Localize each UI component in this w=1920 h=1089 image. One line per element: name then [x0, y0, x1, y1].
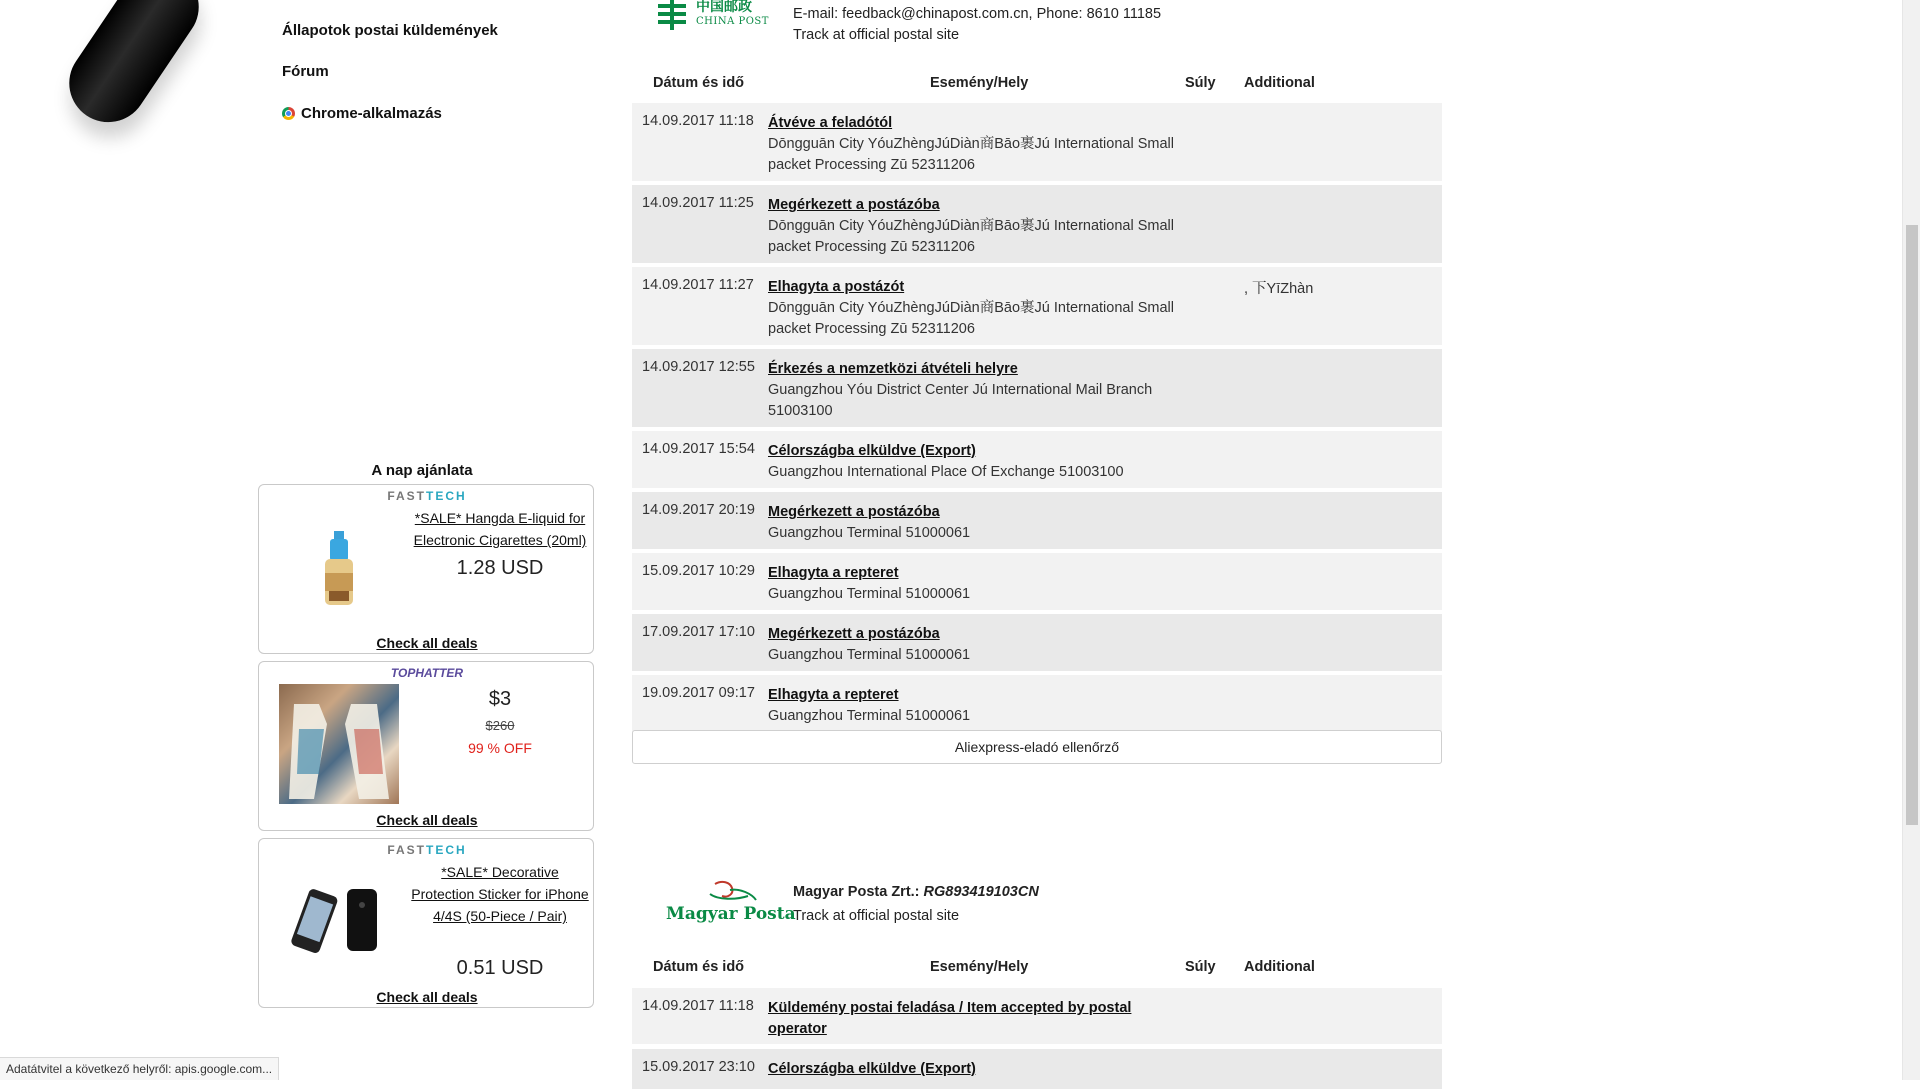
- col-additional: Additional: [1244, 75, 1315, 91]
- iphone-sticker-image: [289, 887, 389, 962]
- row-event-title[interactable]: Átvéve a feladótól: [768, 115, 893, 131]
- row-event: [768, 998, 1178, 1040]
- deal-1-check-all-deals[interactable]: Check all deals: [376, 635, 478, 651]
- nav-link-forum[interactable]: Fórum: [282, 63, 329, 80]
- row-event-title[interactable]: Elhagyta a repteret: [768, 565, 899, 581]
- e-liquid-bottle-image: [321, 531, 357, 612]
- row-date: 14.09.2017 20:19: [642, 502, 755, 518]
- row-date: 14.09.2017 11:25: [642, 195, 754, 211]
- row-event-title[interactable]: Célországba elküldve (Export): [768, 443, 976, 459]
- deal-card-1: [258, 484, 594, 654]
- deal-card-2: [258, 661, 594, 831]
- row-event-title[interactable]: Megérkezett a postázóba: [768, 197, 940, 213]
- row-event: [768, 195, 1178, 258]
- row-event-title[interactable]: Elhagyta a postázót: [768, 279, 905, 295]
- col-date: Dátum és idő: [653, 75, 745, 91]
- row-event-place: Dōngguān City YóuZhèngJúDiàn商Bāo裹Jú International Small packet Processing Zū 52311206: [768, 300, 1174, 337]
- row-event-place: Guangzhou Terminal 51000061: [768, 708, 971, 724]
- aliexpress-seller-checker-button[interactable]: Aliexpress-eladó ellenőrző: [632, 730, 1442, 764]
- pen-image: [54, 0, 214, 137]
- deal-3-product-link[interactable]: *SALE* Decorative Protection Sticker for iPhone 4/4S (50-Piece / Pair): [411, 864, 589, 924]
- magyar-posta-logo: Magyar Posta: [660, 880, 760, 935]
- row-event-place: Guangzhou Terminal 51000061: [768, 586, 971, 602]
- row-event: [768, 685, 1178, 727]
- table-row: [632, 675, 1442, 732]
- deal-2-discount: 99 % OFF: [468, 740, 532, 756]
- row-event-place: Dōngguān City YóuZhèngJúDiàn商Bāo裹Jú International Small packet Processing Zū 52311206: [768, 136, 1174, 173]
- table-row: [632, 614, 1442, 671]
- col-event: Esemény/Hely: [930, 75, 1029, 91]
- tracking-number: RG893419103CN: [923, 884, 1039, 900]
- row-event: [768, 624, 1178, 666]
- row-additional: , 下YīZhàn: [1244, 281, 1314, 297]
- deal-3-check-all-deals[interactable]: Check all deals: [376, 989, 478, 1005]
- tank-top-image: [279, 684, 399, 804]
- china-post-contact: E-mail: feedback@chinapost.com.cn, Phone: 8610 11185: [793, 6, 1162, 22]
- browser-status-bar: Adatátvitel a következő helyről: apis.google.com...: [0, 1057, 279, 1080]
- row-event-place: Guangzhou Yóu District Center Jú International Mail Branch 51003100: [768, 382, 1153, 419]
- china-post-emblem-icon: [656, 0, 688, 30]
- row-event-place: Guangzhou International Place Of Exchange 51003100: [768, 464, 1124, 480]
- china-post-track-link[interactable]: Track at official postal site: [793, 27, 960, 43]
- row-event: [768, 359, 1178, 422]
- deal-2-old-price: $260: [485, 718, 515, 733]
- row-date: 14.09.2017 11:18: [642, 113, 754, 129]
- deal-1-price: 1.28 USD: [456, 557, 544, 579]
- deal-2-brand: TOPHATTER: [390, 666, 464, 680]
- sidebar: [0, 0, 600, 1080]
- magyar-posta-header: [630, 880, 1450, 940]
- row-date: 14.09.2017 11:27: [642, 277, 754, 293]
- row-date: 15.09.2017 10:29: [642, 563, 755, 579]
- row-event: [768, 277, 1178, 340]
- chrome-app-label: Chrome-alkalmazás: [301, 105, 442, 122]
- table-row: [632, 1049, 1442, 1089]
- row-event: [768, 441, 1178, 483]
- chrome-icon: [282, 107, 295, 120]
- magyar-posta-title: Magyar Posta Zrt.: RG893419103CN: [793, 884, 1039, 900]
- magyar-posta-track-link[interactable]: Track at official postal site: [793, 908, 960, 924]
- row-event-place: Dōngguān City YóuZhèngJúDiàn商Bāo裹Jú International Small packet Processing Zū 52311206: [768, 218, 1174, 255]
- china-post-header: [630, 0, 1450, 60]
- deal-1-product-link[interactable]: *SALE* Hangda E-liquid for Electronic Cigarettes (20ml): [413, 510, 587, 548]
- col-weight: Súly: [1185, 75, 1216, 91]
- deal-1-brand: FASTTECH: [387, 489, 467, 503]
- page-scrollbar[interactable]: [1902, 0, 1920, 1080]
- deal-3-price: 0.51 USD: [456, 957, 544, 979]
- table-row: [632, 431, 1442, 488]
- row-event-title[interactable]: Megérkezett a postázóba: [768, 626, 940, 642]
- deal-2-price: $3: [488, 688, 512, 710]
- col-event: Esemény/Hely: [930, 959, 1029, 975]
- row-event-title[interactable]: Megérkezett a postázóba: [768, 504, 940, 520]
- row-event: [768, 502, 1178, 544]
- deal-card-3: [258, 838, 594, 1008]
- table-row: [632, 349, 1442, 427]
- table-row: [632, 492, 1442, 549]
- row-event: [768, 563, 1178, 605]
- table-row: [632, 267, 1442, 345]
- row-event-place: Guangzhou Terminal 51000061: [768, 647, 971, 663]
- row-event-title[interactable]: Célországba elküldve (Export): [768, 1061, 976, 1077]
- row-date: 14.09.2017 15:54: [642, 441, 755, 457]
- deal-2-check-all-deals[interactable]: Check all deals: [376, 812, 478, 828]
- row-event: [768, 113, 1178, 176]
- nav-link-chrome-app[interactable]: [282, 105, 442, 122]
- row-event: [768, 1059, 1178, 1080]
- row-date: 15.09.2017 23:10: [642, 1059, 755, 1075]
- scrollbar-thumb[interactable]: [1906, 225, 1918, 825]
- table-row: [632, 185, 1442, 263]
- table-row: [632, 103, 1442, 181]
- col-date: Dátum és idő: [653, 959, 745, 975]
- row-event-title[interactable]: Érkezés a nemzetközi átvételi helyre: [768, 361, 1018, 377]
- row-date: 14.09.2017 12:55: [642, 359, 755, 375]
- deal-3-brand: FASTTECH: [387, 843, 467, 857]
- row-event-title[interactable]: Elhagyta a repteret: [768, 687, 899, 703]
- row-date: 14.09.2017 11:18: [642, 998, 754, 1014]
- table-row: [632, 553, 1442, 610]
- row-date: 19.09.2017 09:17: [642, 685, 755, 701]
- deal-of-the-day-heading: A nap ajánlata: [371, 462, 473, 479]
- row-event-place: Guangzhou Terminal 51000061: [768, 525, 971, 541]
- china-post-logo: 中国邮政 CHINA POST: [656, 0, 688, 35]
- row-event-title[interactable]: Küldemény postai feladása / Item accepted by postal operator: [768, 1000, 1132, 1037]
- row-date: 17.09.2017 17:10: [642, 624, 755, 640]
- nav-link-postal-status[interactable]: Állapotok postai küldemények: [282, 22, 498, 39]
- col-weight: Súly: [1185, 959, 1216, 975]
- table-row: [632, 988, 1442, 1044]
- col-additional: Additional: [1244, 959, 1315, 975]
